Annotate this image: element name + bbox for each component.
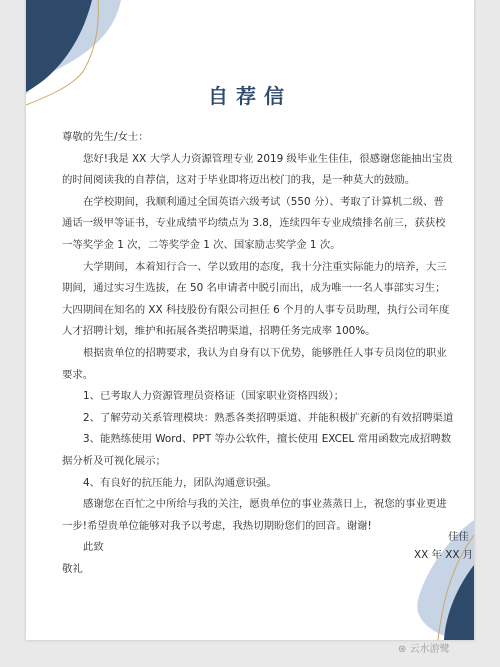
signature: 佳佳 xyxy=(448,531,469,543)
advantage-item-3: 3、能熟练使用 Word、PPT 等办公软件，擅长使用 EXCEL 常用函数完成招聘数据分析及可视化展示； xyxy=(62,433,452,467)
greeting: 尊敬的先生/女士： xyxy=(62,131,149,143)
salute: 敬礼 xyxy=(62,562,83,575)
letter-body xyxy=(62,127,454,580)
advantage-item-1: 1、已考取人力资源管理员资格证（国家职业资格四级）； xyxy=(83,390,345,403)
letter-page xyxy=(26,0,474,640)
signature-date: XX 年 XX 月 xyxy=(414,549,474,561)
paragraph-thanks: 感谢您在百忙之中所给与我的关注，愿贵单位的事业蒸蒸日上，祝您的事业更进一步!希望贵单位能够对我予以考虑，我热切期盼您们的回音。谢谢! xyxy=(62,498,447,532)
advantage-item-4: 4、有良好的抗压能力，团队沟通意识强。 xyxy=(83,476,277,489)
paragraph-experience: 大学期间，本着知行合一、学以致用的态度，我十分注重实际能力的培养，大三期间，通过实习生选拔，在 50 名申请者中脱引而出，成为唯一一名人事部实习生；大四期间在知名的 XX 科技股份有限公司担任 6 个月的人事专员助理，执行公司年度人才招聘计划，维护和拓展各类招聘渠道，招聘任务完成率 100%。 xyxy=(62,260,450,338)
advantage-item-2: 2、了解劳动关系管理模块：熟悉各类招聘渠道、并能积极扩充新的有效招聘渠道 xyxy=(83,411,454,424)
paragraph-school: 在学校期间，我顺利通过全国英语六级考试（550 分）、考取了计算机二级、普通话一级甲等证书，专业成绩平均绩点为 3.8，连续四年专业成绩排名前三，获获校一等奖学金 1 次，二等奖学金 1 次、国家励志奖学金 1 次。 xyxy=(62,195,446,251)
watermark-icon: ⊛ xyxy=(398,644,407,655)
paragraph-advantages: 根据贵单位的招聘要求，我认为自身有以下优势，能够胜任人事专员岗位的职业要求。 xyxy=(62,346,447,381)
closing: 此致 xyxy=(83,541,104,554)
letter-title: 自荐信 xyxy=(208,84,292,108)
watermark-text: 云水游鹭 xyxy=(409,644,450,655)
paragraph-intro: 您好!我是 XX 大学人力资源管理专业 2019 级毕业生佳佳，很感谢您能抽出宝贵的时间阅读我的自荐信，这对于毕业即将迈出校门的我，是一种莫大的鼓励。 xyxy=(62,152,453,187)
watermark xyxy=(398,640,450,655)
